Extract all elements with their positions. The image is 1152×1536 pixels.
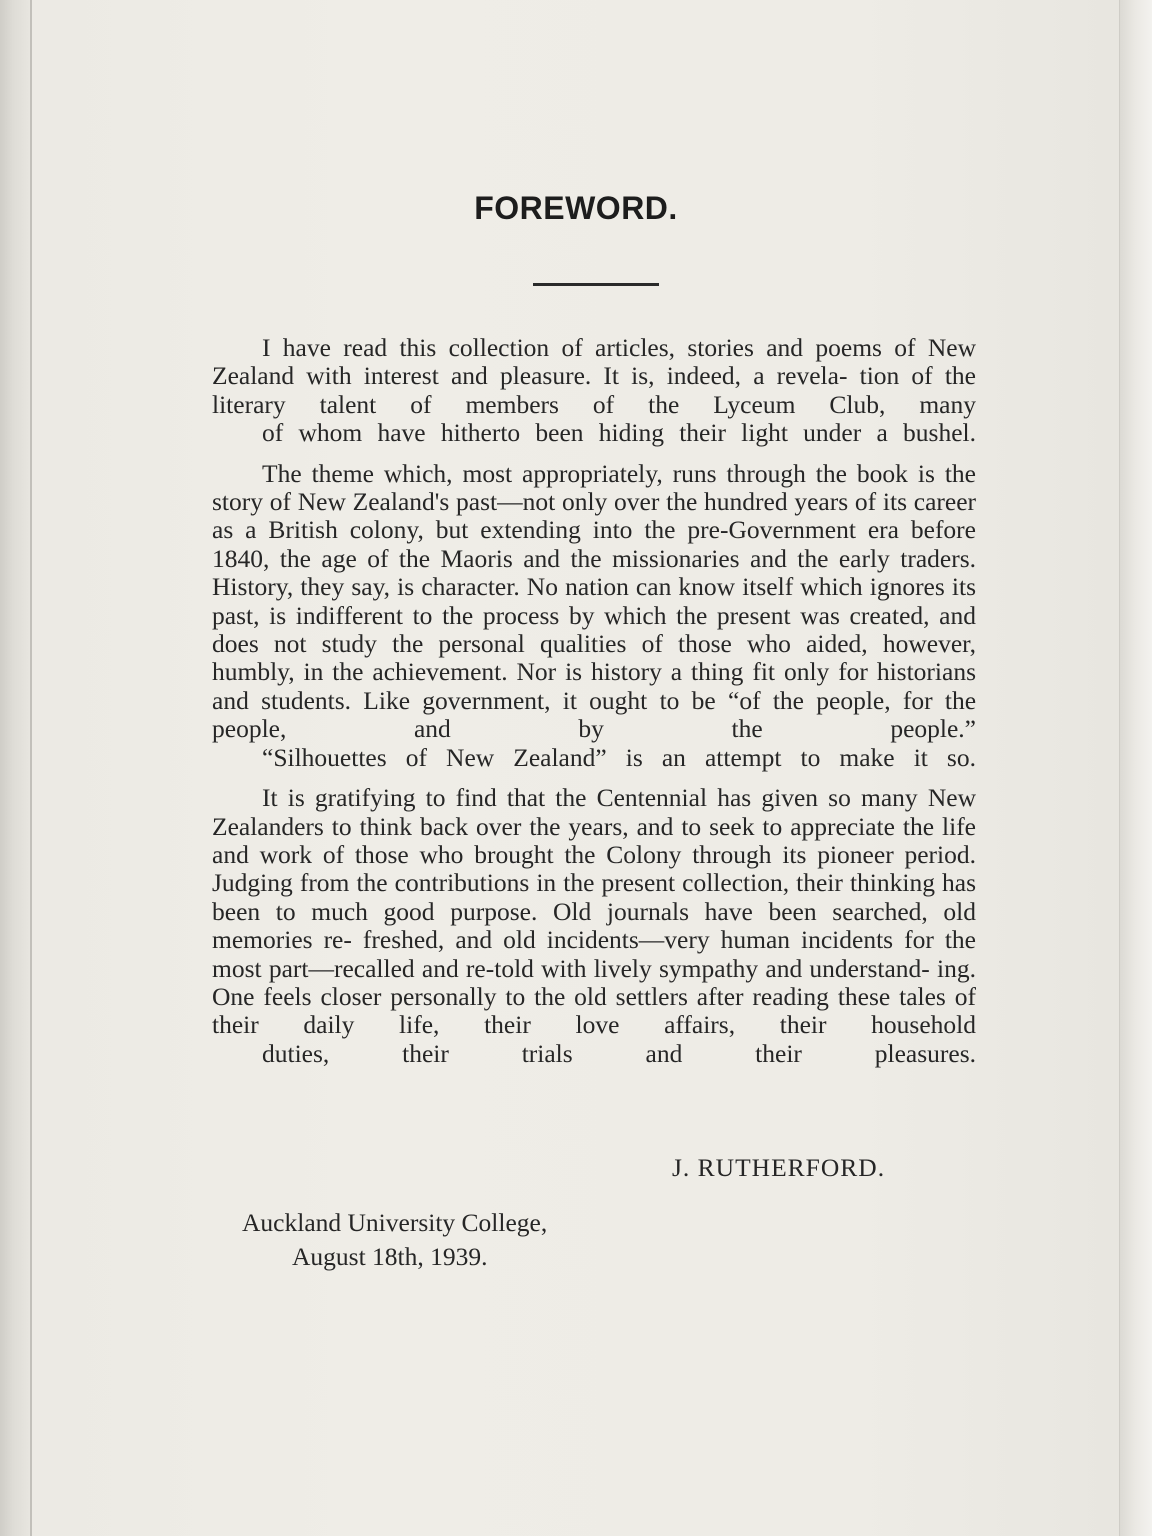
title-divider	[533, 283, 659, 286]
foreword-body	[212, 334, 976, 1080]
text-line: I have read this collection of articles, stories and poems of	[262, 333, 916, 362]
page-title: FOREWORD.	[474, 190, 678, 226]
text-line: freshed, and old incidents—very human incidents for the most	[212, 925, 976, 983]
text-line: to be “of the people, for the people, and by the people.”	[212, 685, 977, 744]
text-line: It is gratifying to find that the Centennial has given so many	[262, 783, 918, 813]
text-line: ing. One feels closer personally to the old settlers after reading	[212, 953, 977, 1011]
text-line: and does not study the personal qualities of those who aided,	[212, 600, 976, 659]
text-line: tion of the literary talent of members of the Lyceum Club, many	[212, 361, 976, 419]
paragraph	[212, 334, 976, 448]
text-line: hundred years of its career as a British colony, but extending	[212, 487, 977, 545]
text-line-final: duties, their trials and their pleasures.	[262, 1038, 976, 1068]
text-line: into the pre-Government era before 1840, the age of the Maoris	[212, 515, 976, 573]
text-line: through its pioneer period. Judging from the contributions in	[212, 839, 977, 898]
text-line: the present collection, their thinking has been to much good	[212, 868, 977, 926]
text-line: New Zealanders to think back over the years, and to seek to	[212, 783, 976, 841]
page-edge	[1119, 0, 1152, 1536]
book-gutter	[0, 0, 32, 1536]
text-line-final: of whom have hitherto been hiding their light under a bushel.	[262, 418, 976, 448]
paragraph	[212, 460, 976, 772]
text-line: fit only for historians and students. Like government, it ought	[212, 657, 977, 715]
text-line: however, humbly, in the achievement. Nor is history a thing	[212, 629, 977, 687]
text-line: purpose. Old journals have been searched, old memories re-	[212, 896, 977, 955]
text-line-final: “Silhouettes of New Zealand” is an attempt to make it so.	[262, 742, 976, 772]
text-line: book is the story of New Zealand's past—not only over the	[212, 458, 976, 517]
institution-line: Auckland University College,	[242, 1208, 548, 1237]
text-line: these tales of their daily life, their love affairs, their household	[212, 981, 976, 1040]
text-line: part—recalled and re-told with lively sympathy and understand-	[268, 953, 930, 983]
text-line: New Zealand with interest and pleasure. It is, indeed, a revela-	[212, 333, 976, 391]
paragraph	[212, 784, 976, 1068]
text-line: appreciate the life and work of those who brought the Colony	[212, 811, 976, 869]
text-line: and the missionaries and the early traders. History, they say, is	[212, 543, 977, 602]
text-line: The theme which, most appropriately, runs through the	[262, 458, 847, 488]
text-line: is indifferent to the process by which the present was created,	[269, 600, 930, 630]
author-signature: J. RUTHERFORD.	[672, 1153, 886, 1182]
text-line: character. No nation can know itself which ignores its past,	[212, 572, 977, 630]
date-line: August 18th, 1939.	[292, 1242, 488, 1271]
